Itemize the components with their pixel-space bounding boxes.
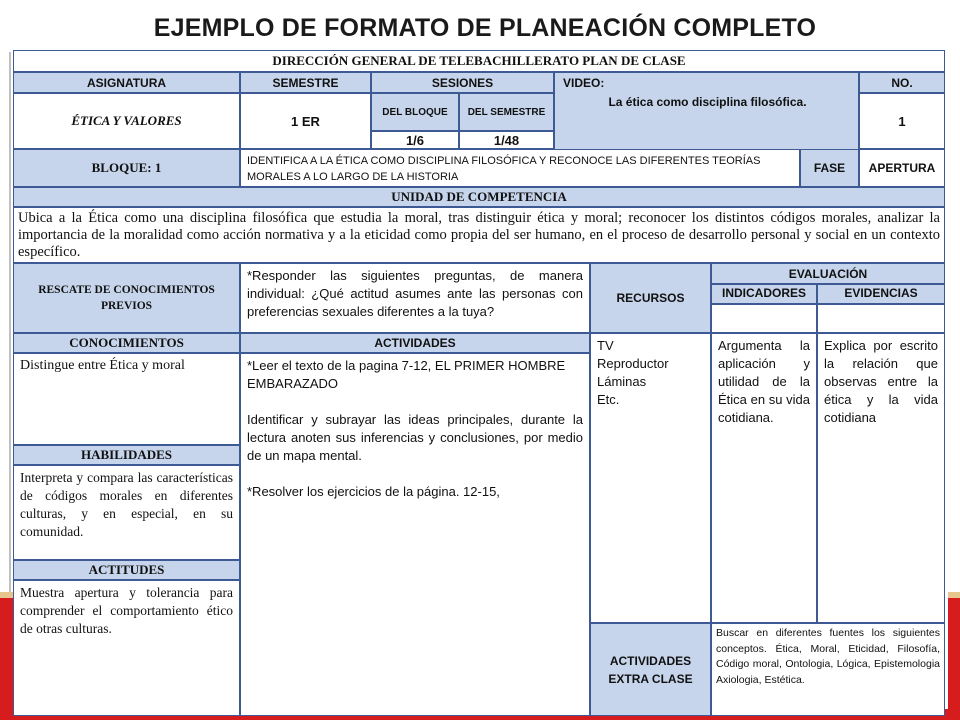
direction-header: DIRECCIÓN GENERAL DE TELEBACHILLERATO PLAN DE CLASE [13, 50, 945, 72]
fase-value: APERTURA [859, 149, 945, 187]
habilidades-text: Interpreta y compara las características de códigos morales en diferentes culturas, y en especial, en su comunidad. [13, 465, 240, 560]
asignatura-value: ÉTICA Y VALORES [13, 93, 240, 149]
actividades-p3: *Resolver los ejercicios de la página. 12-15, [247, 484, 500, 499]
no-label: NO. [859, 72, 945, 93]
video-title: La ética como disciplina filosófica. [608, 95, 807, 109]
bloque-description: IDENTIFICA A LA ÉTICA COMO DISCIPLINA FILOSÓFICA Y RECONOCE LAS DIFERENTES TEORÍAS MORALES A LO LARGO DE LA HISTORIA [240, 149, 800, 187]
recursos-item: Reproductor [597, 356, 669, 371]
recursos-list [590, 333, 711, 623]
del-bloque-label: DEL BLOQUE [371, 93, 459, 131]
evidencias-label: EVIDENCIAS [817, 284, 945, 304]
recursos-item: Etc. [597, 392, 620, 407]
sesiones-bloque-value: 1/6 [371, 131, 459, 149]
left-red-band [0, 598, 13, 720]
conocimientos-label: CONOCIMIENTOS [13, 333, 240, 353]
actividades-text [240, 353, 590, 716]
actividades-p1: *Leer el texto de la pagina 7-12, EL PRIMER HOMBRE EMBARAZADO [247, 358, 566, 391]
rescate-text: *Responder las siguientes preguntas, de manera individual: ¿Qué actitud asumes ante las personas con preferencias sexuales diferentes a la tuya? [240, 263, 590, 333]
extra-clase-label: ACTIVIDADES EXTRA CLASE [590, 623, 711, 716]
rescate-label: RESCATE DE CONOCIMIENTOS PREVIOS [13, 263, 240, 333]
evaluacion-label: EVALUACIÓN [711, 263, 945, 284]
indicadores-text: Argumenta la aplicación y utilidad de la Ética en su vida cotidiana. [711, 333, 817, 623]
habilidades-label: HABILIDADES [13, 445, 240, 465]
competencia-text: Ubica a la Ética como una disciplina filosófica que estudia la moral, tras distinguir ética y moral; reconocer los distintos códigos morales, analizar la importancia de la moralidad como acción normativa y a la eticidad como propia del ser humano, en el proceso de desarrollo personal y social en un contexto específico. [13, 207, 945, 263]
indicadores-spacer [711, 304, 817, 333]
no-value: 1 [859, 93, 945, 149]
actitudes-label: ACTITUDES [13, 560, 240, 580]
recursos-item: TV [597, 338, 614, 353]
evidencias-text: Explica por escrito la relación que observas entre la ética y la vida cotidiana [817, 333, 945, 623]
actividades-p2: Identificar y subrayar las ideas principales, durante la lectura anoten sus inferencias y conclusiones, por medio de un mapa mental. [247, 412, 583, 463]
actividades-label: ACTIVIDADES [240, 333, 590, 353]
conocimientos-text: Distingue entre Ética y moral [13, 353, 240, 445]
bloque-label: BLOQUE: 1 [13, 149, 240, 187]
semestre-value: 1 ER [240, 93, 371, 149]
slide-title: EJEMPLO DE FORMATO DE PLANEACIÓN COMPLETO [153, 14, 817, 42]
recursos-label: RECURSOS [590, 263, 711, 333]
right-red-band [948, 598, 960, 720]
extra-clase-text: Buscar en diferentes fuentes los siguientes conceptos. Ética, Moral, Eticidad, Filosofía, Código moral, Ontologia, Lógica, Epistemologia Axiologia, Estética. [711, 623, 945, 716]
sesiones-semestre-value: 1/48 [459, 131, 554, 149]
asignatura-label: ASIGNATURA [13, 72, 240, 93]
recursos-item: Láminas [597, 374, 647, 389]
del-semestre-label: DEL SEMESTRE [459, 93, 554, 131]
video-label: VIDEO: [563, 76, 605, 90]
evidencias-spacer [817, 304, 945, 333]
competencia-label: UNIDAD DE COMPETENCIA [13, 187, 945, 207]
indicadores-label: INDICADORES [711, 284, 817, 304]
lesson-plan-table [13, 50, 945, 716]
fase-label: FASE [800, 149, 859, 187]
actitudes-text: Muestra apertura y tolerancia para comprender el comportamiento ético de otras culturas. [13, 580, 240, 716]
semestre-label: SEMESTRE [240, 72, 371, 93]
sesiones-label: SESIONES [371, 72, 554, 93]
